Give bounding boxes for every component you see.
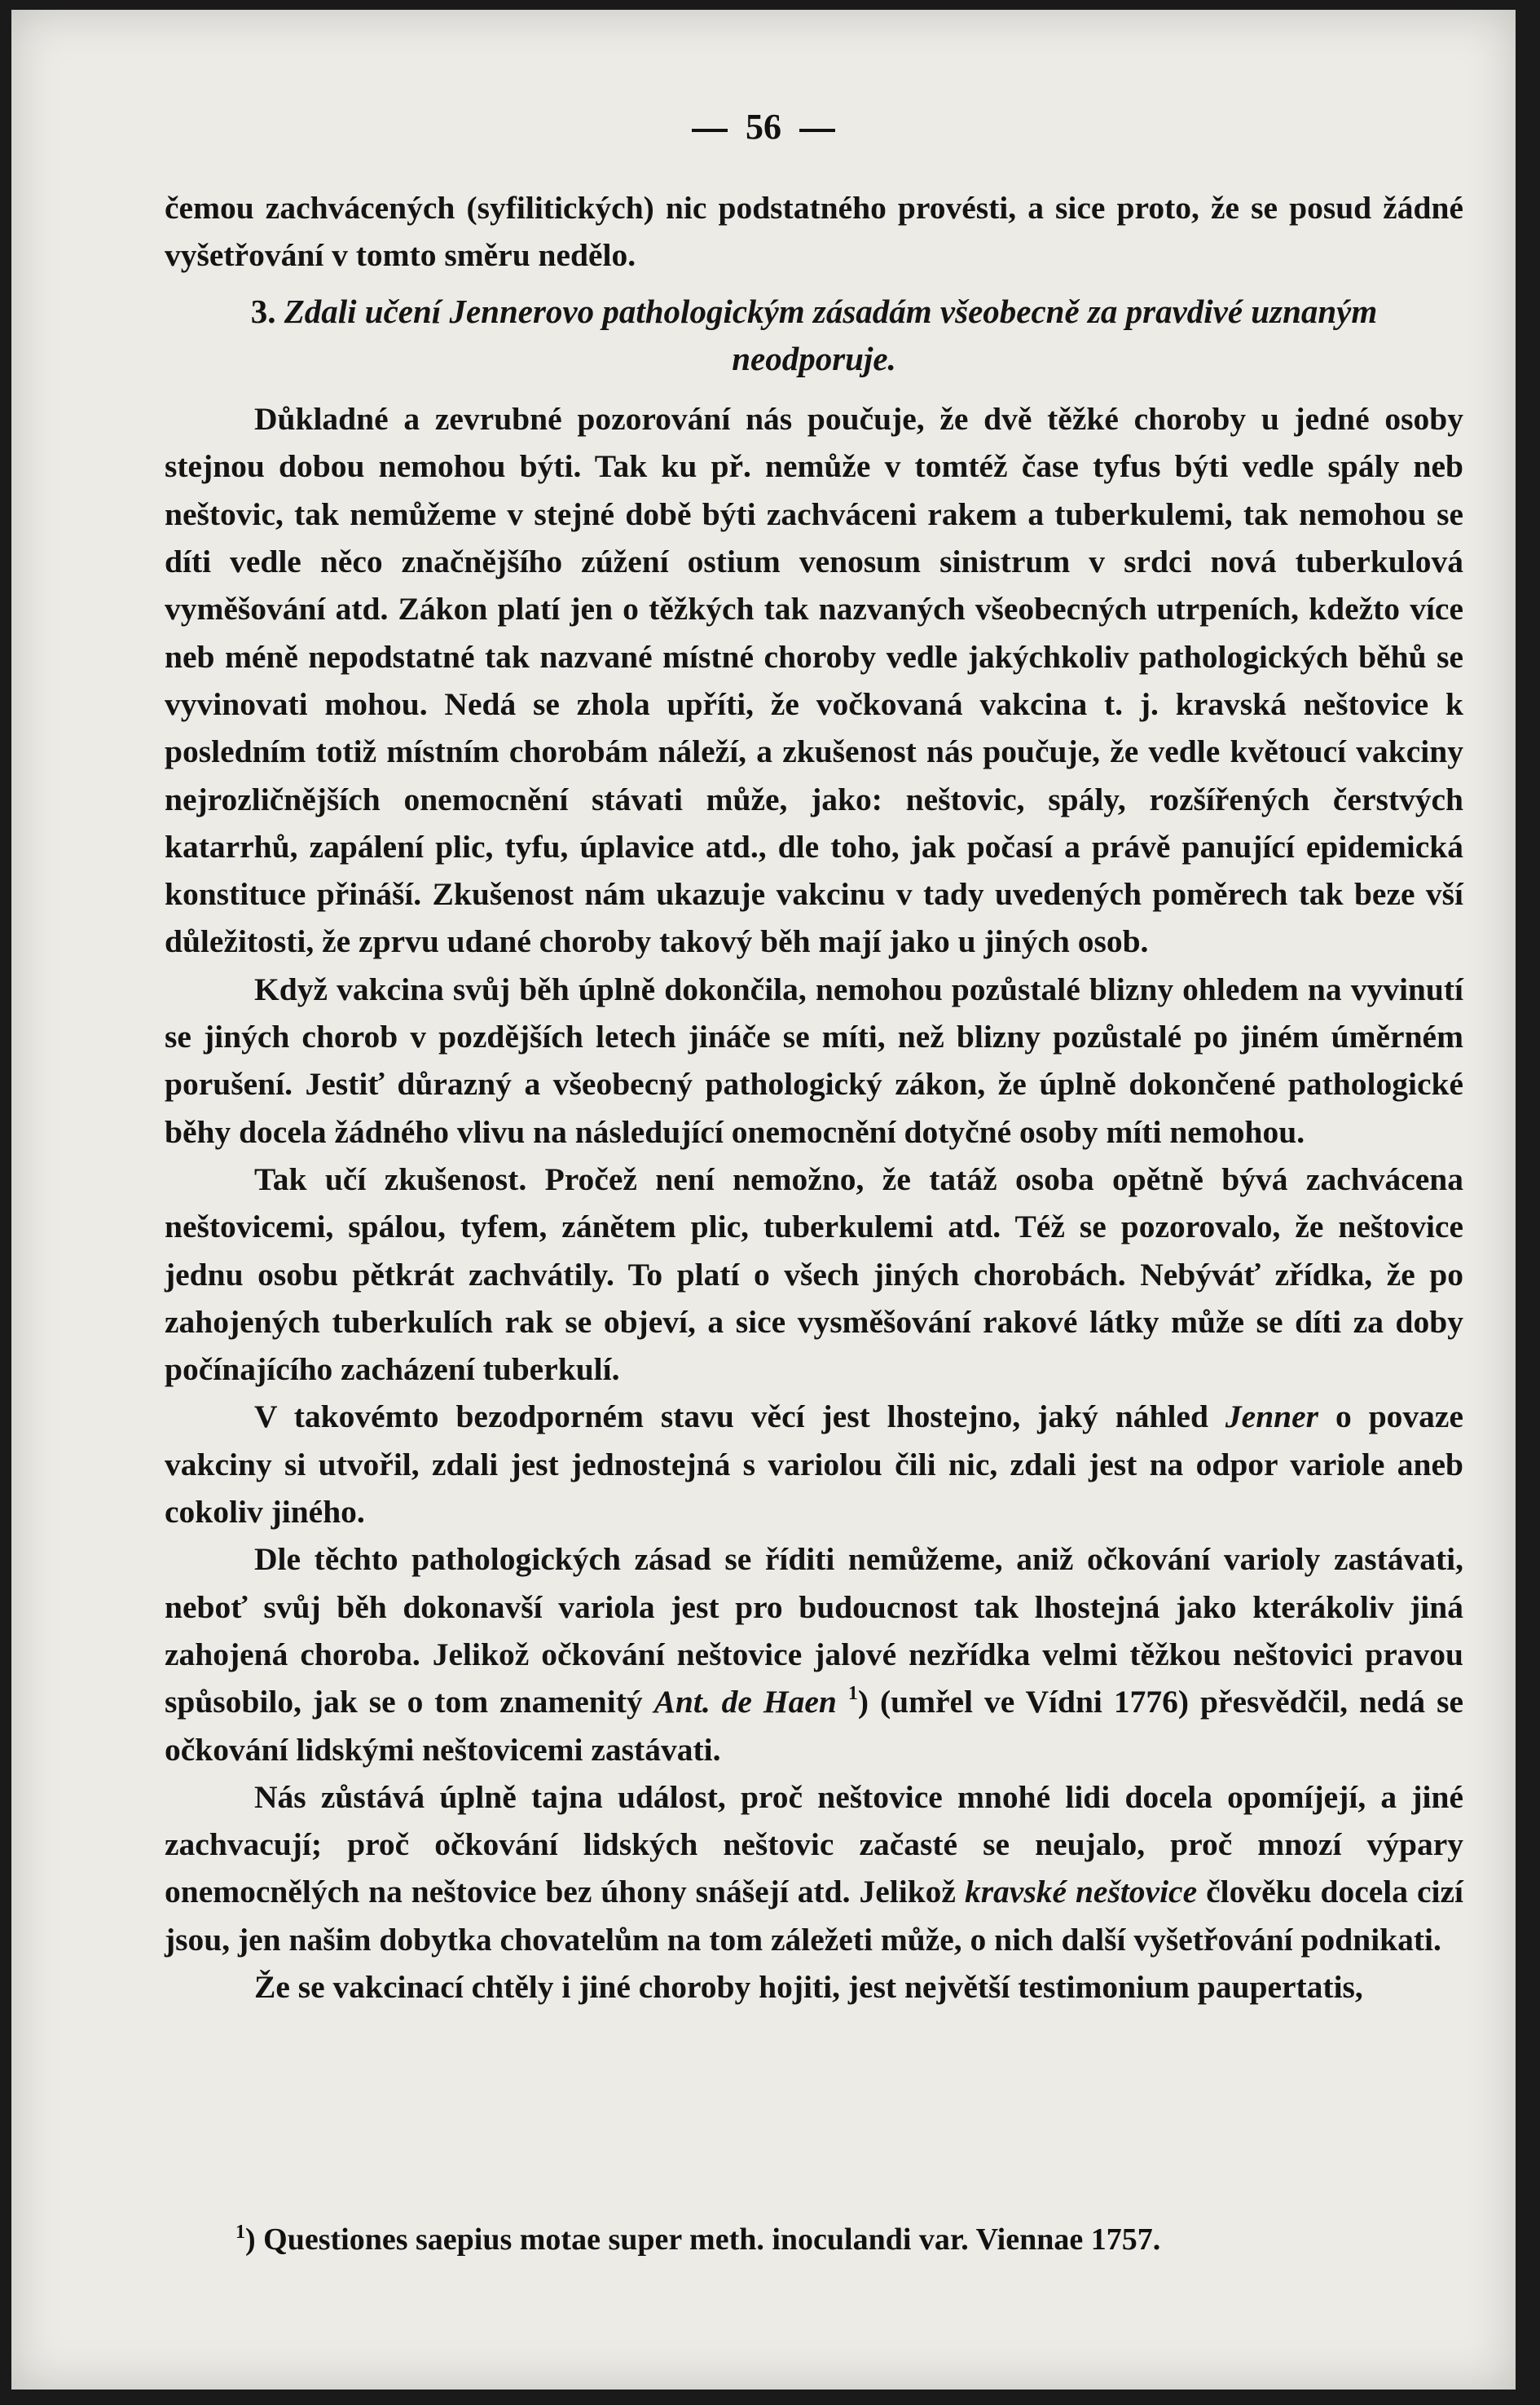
section-number: 3. — [250, 292, 276, 330]
paragraph-4-text-b: o povaze vakciny si utvořil, zdali jest jednostejná s variolou čili nic, zdali jest na odpor variole aneb cokoliv jiného. — [165, 1399, 1463, 1531]
document-page — [11, 10, 1516, 2390]
paragraph-4 — [165, 1393, 1463, 1535]
footnote — [235, 2222, 1458, 2257]
paragraph-5-text-a: Dle těchto pathologických zásad se říditi nemůžeme, aniž očkování varioly zastávati, neboť svůj běh dokonavší variola jest pro budoucnost tak lhostejná jako kterákoliv jiná zahojená choroba. Jelikož očkování neštovice jalové nezřídka velmi těžkou neštovici pravou spůsobilo, jak se o tom znamenitý — [165, 1541, 1463, 1720]
paragraph-1: Důkladné a zevrubné pozorování nás poučuje, že dvě těžké choroby u jedné osoby stejnou dobou nemohou býti. Tak ku př. nemůže v tomtéž čase tyfus býti vedle spály neb neštovic, tak nemůžeme v stejné době býti zachváceni rakem a tuberkulemi, tak nemohou se díti vedle něco značnějšího zúžení ostium venosum sinistrum v srdci nová tuberkulová vyměšování atd. Zákon platí jen o těžkých tak nazvaných všeobecných utrpeních, kdežto více neb méně nepodstatné tak nazvané místné choroby vedle jakýchkoliv pathologických běhů se vyvinovati mohou. Nedá se zhola upříti, že vočkovaná vakcina t. j. kravská neštovice k posledním totiž místním chorobám náleží, a zkušenost nás poučuje, že vedle květoucí vakciny nejrozličnějších onemocnění stávati může, jako: neštovic, spály, rozšířených čerstvých katarrhů, zapálení plic, tyfu, úplavice atd., dle toho, jak počasí a právě panující epidemická konstituce přináší. Zkušenost nám ukazuje vakcinu v tady uvedených poměrech tak beze vší důležitosti, že zprvu udané choroby takový běh mají jako u jiných osob. — [165, 401, 1463, 960]
paragraph-6-text-b: člověku docela cizí jsou, jen našim dobytka chovatelům na tom záležeti může, o nich další vyšetřování podnikati. — [165, 1874, 1464, 1958]
paragraph-3: Tak učí zkušenost. Pročež není nemožno, že tatáž osoba opětně bývá zachvácena neštovicemi, spálou, tyfem, zánětem plic, tuberkulemi atd. Též se pozorovalo, že neštovice jednu osobu pětkrát zachvátily. To platí o všech jiných chorobách. Nebýváť zřídka, že po zahojených tuberkulích rak se objeví, a sice vysměšování rakové látky může se díti za doby počínajícího zacházení tuberkulí. — [165, 1161, 1463, 1388]
paragraph-2: Když vakcina svůj běh úplně dokončila, nemohou pozůstalé blizny ohledem na vyvinutí se jiných chorob v pozdějších letech jináče se míti, než blizny pozůstalé po jiném úměrném porušení. Jestiť důrazný a všeobecný pathologický zákon, že úplně dokončené pathologické běhy docela žádného vlivu na následující onemocnění dotyčné osoby míti nemohou. — [165, 971, 1463, 1150]
page-number — [11, 106, 1516, 148]
section-heading — [165, 288, 1463, 383]
section-title: Zdali učení Jennerovo pathologickým zásadám všeobecně za pravdivé uznaným neodporuje. — [284, 292, 1378, 377]
paragraph-6 — [165, 1773, 1463, 1963]
footnote-text: ) Questiones saepius motae super meth. inoculandi var. Viennae 1757. — [245, 2222, 1161, 2257]
de-haen-name: Ant. de Haen — [653, 1684, 837, 1720]
footnote-marker: 1 — [235, 2222, 245, 2243]
paragraph-4-text-a: V takovémto bezodporném stavu věcí jest lhostejno, jaký náhled — [254, 1399, 1208, 1435]
jenner-name: Jenner — [1225, 1399, 1319, 1435]
body-text — [165, 184, 1463, 2011]
paragraph-continuation: čemou zachvácených (syfilitických) nic podstatného provésti, a sice proto, že se posud žádné vyšetřování v tomto směru nedělo. — [165, 190, 1463, 274]
kravske-nestovice: kravské neštovice — [964, 1874, 1198, 1910]
paragraph-6-text-a: Nás zůstává úplně tajna událost, proč neštovice mnohé lidi docela opomíjejí, a jiné zachvacují; proč očkování lidských neštovic začasté se neujalo, proč mnozí výpary onemocnělých na neštovice bez úhony snášejí atd. Jelikož — [165, 1778, 1463, 1910]
paragraph-5 — [165, 1535, 1463, 1773]
footnote-ref: 1 — [847, 1683, 858, 1705]
paragraph-5-text-b: ) (umřel ve Vídni 1776) přesvědčil, nedá se očkování lidskými neštovicemi zastávati. — [165, 1684, 1463, 1768]
dash-right — [799, 129, 835, 132]
paragraph-7: Že se vakcinací chtěly i jiné choroby hojiti, jest největší testimonium paupertatis, — [254, 1968, 1363, 2005]
dash-left — [692, 129, 728, 132]
page-number-text: 56 — [746, 107, 781, 147]
